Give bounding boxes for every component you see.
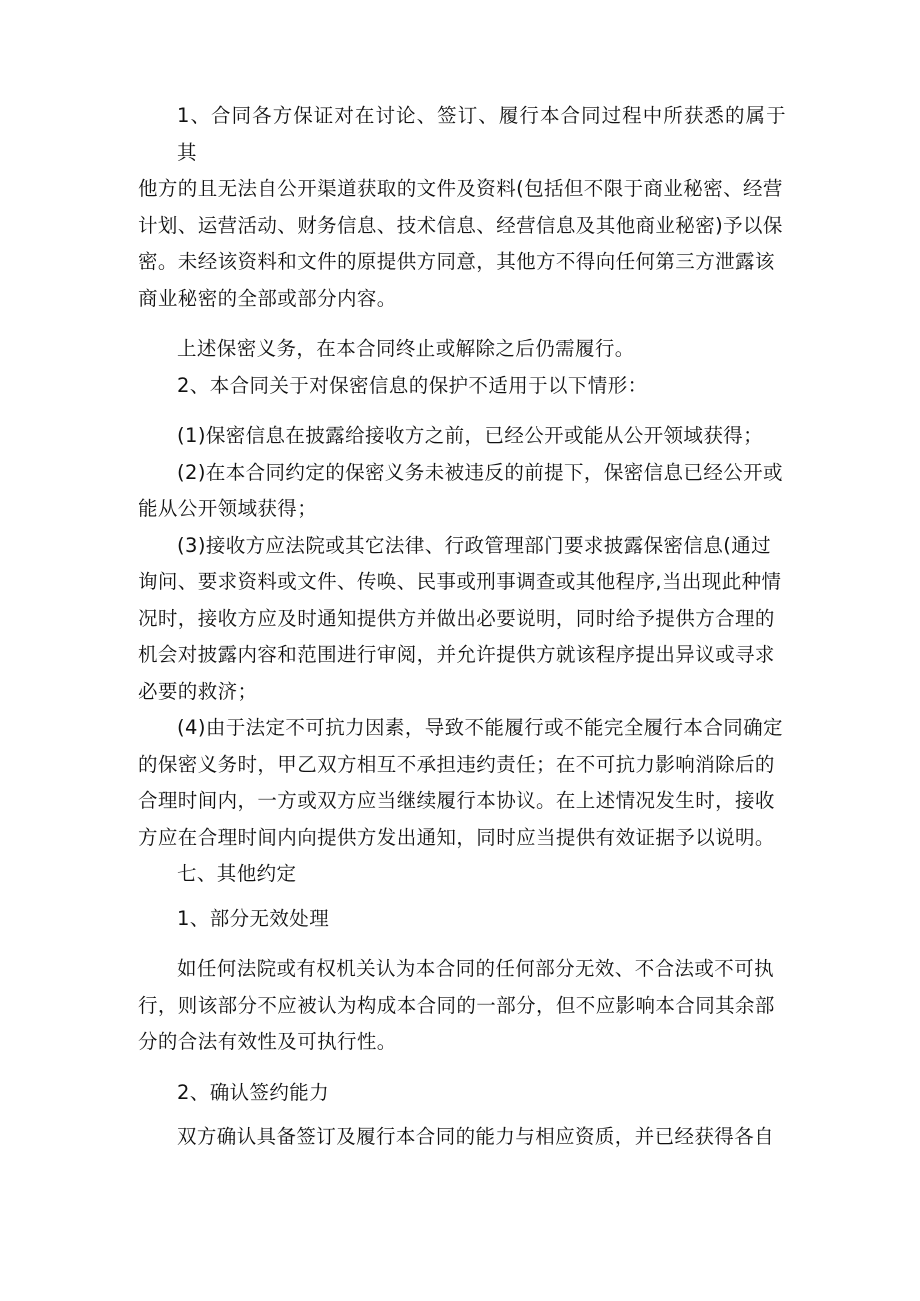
text-line: 上述保密义务，在本合同终止或解除之后仍需履行。	[177, 337, 635, 360]
text-line: 七、其他约定	[177, 862, 297, 885]
subheading-signing-capacity	[138, 1075, 786, 1112]
subheading-partial-invalidity	[138, 901, 786, 938]
text-line: 2、确认签约能力	[177, 1080, 330, 1104]
text-line: 如任何法院或有权机关认为本合同的任何部分无效、不合法或不可执	[177, 957, 775, 980]
text-line: 计划、运营活动、财务信息、技术信息、经营信息及其他商业秘密)予以保	[138, 213, 783, 237]
section-heading-other-terms	[138, 856, 786, 893]
text-line: 的保密义务时，甲乙双方相互不承担违约责任；在不可抗力影响消除后的	[138, 752, 775, 776]
text-line: (4)由于法定不可抗力因素，导致不能履行或不能完全履行本合同确定	[177, 716, 783, 739]
paragraph-confidentiality-clause-2	[138, 368, 786, 405]
text-line: 密。未经该资料和文件的原提供方同意，其他方不得向任何第三方泄露该	[138, 250, 775, 273]
text-line: 况时，接收方应及时通知提供方并做出必要说明，同时给予提供方合理的	[138, 606, 775, 630]
text-line: 合理时间内，一方或双方应当继续履行本协议。在上述情况发生时，接收	[138, 789, 775, 812]
text-line: (3)接收方应法院或其它法律、行政管理部门要求披露保密信息(通过	[177, 533, 772, 557]
text-line: 询问、要求资料或文件、传唤、民事或刑事调查或其他程序,当出现此种情	[138, 570, 782, 593]
paragraph-exception-3	[138, 528, 786, 711]
text-line: 1、合同各方保证对在讨论、签订、履行本合同过程中所获悉的属于其	[177, 104, 786, 164]
document-page	[138, 98, 786, 1156]
text-line: 1、部分无效处理	[177, 906, 330, 930]
text-line: (1)保密信息在披露给接收方之前，已经公开或能从公开领域获得；	[177, 424, 764, 447]
text-line: 必要的救济；	[138, 679, 258, 703]
text-line: 行，则该部分不应被认为构成本合同的一部分，但不应影响本合同其余部	[138, 993, 775, 1017]
paragraph-exception-1	[138, 418, 786, 455]
text-line: 分的合法有效性及可执行性。	[138, 1030, 397, 1053]
text-line: 能从公开领域获得；	[138, 497, 318, 520]
text-line: 商业秘密的全部或部分内容。	[138, 286, 397, 310]
text-line: (2)在本合同约定的保密义务未被违反的前提下，保密信息已经公开或	[177, 460, 783, 484]
text-line: 方应在合理时间内向提供方发出通知，同时应当提供有效证据予以说明。	[138, 825, 775, 849]
paragraph-partial-invalidity	[138, 951, 786, 1061]
paragraph-exception-4	[138, 710, 786, 856]
paragraph-obligation-survival	[138, 331, 786, 368]
paragraph-confidentiality-clause-1	[138, 98, 786, 317]
paragraph-exception-2	[138, 455, 786, 528]
text-line: 机会对披露内容和范围进行审阅，并允许提供方就该程序提出异议或寻求	[138, 643, 775, 666]
text-line: 双方确认具备签订及履行本合同的能力与相应资质，并已经获得各自	[177, 1125, 775, 1148]
text-line: 他方的且无法自公开渠道获取的文件及资料(包括但不限于商业秘密、经营	[138, 177, 783, 200]
paragraph-signing-capacity	[138, 1119, 786, 1156]
text-line: 2、本合同关于对保密信息的保护不适用于以下情形：	[177, 373, 648, 397]
